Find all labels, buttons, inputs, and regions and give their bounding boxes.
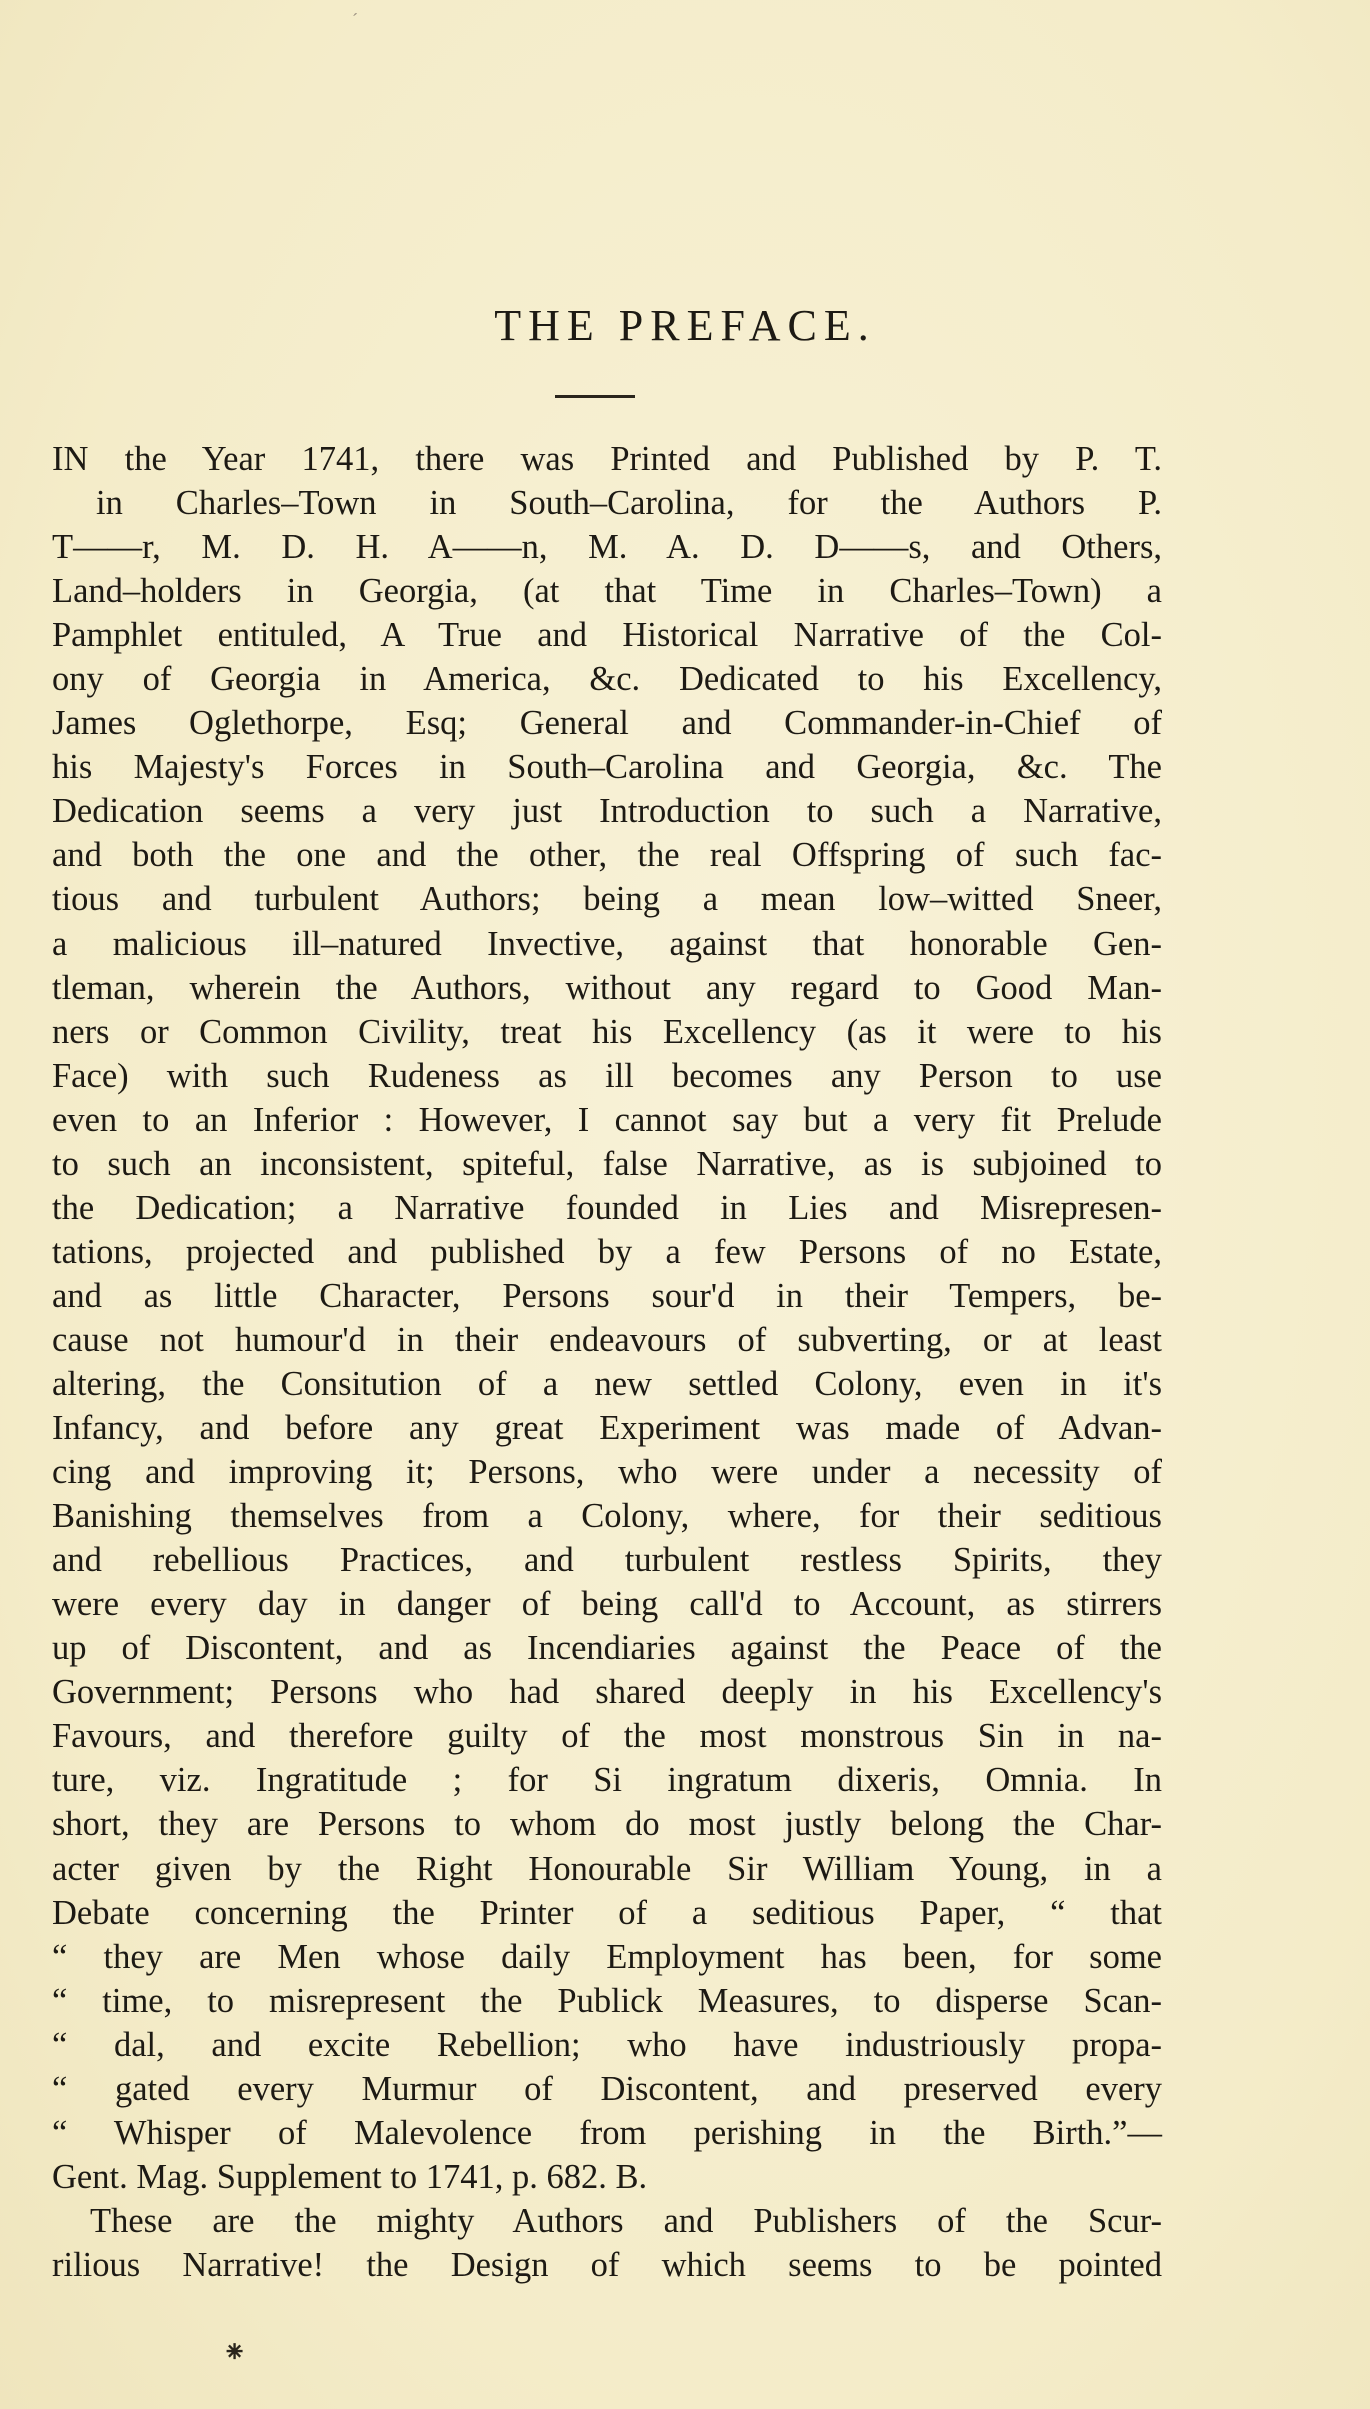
- text-line: his Majesty's Forces in South–Carolina and Georgia, &c. The: [52, 748, 1162, 787]
- title-rule: [555, 395, 635, 398]
- text-line: were every day in danger of being call'd to Account, as stirrers: [52, 1585, 1162, 1624]
- text-line: Face) with such Rudeness as ill becomes any Person to use: [52, 1056, 1162, 1095]
- text-line: Banishing themselves from a Colony, where, for their seditious: [52, 1497, 1162, 1536]
- text-line: ture, viz. Ingratitude ; for Si ingratum dixeris, Omnia. In: [52, 1761, 1162, 1800]
- text-line: up of Discontent, and as Incendiaries against the Peace of the: [52, 1629, 1162, 1668]
- text-line: rilious Narrative! the Design of which seems to be pointed: [52, 2245, 1162, 2284]
- text-line: “ time, to misrepresent the Publick Measures, to disperse Scan-: [52, 1981, 1162, 2020]
- text-line: ners or Common Civility, treat his Excellency (as it were to his: [52, 1012, 1162, 1051]
- text-line: even to an Inferior : However, I cannot say but a very fit Prelude: [52, 1100, 1162, 1139]
- text-line: short, they are Persons to whom do most justly belong the Char-: [52, 1805, 1162, 1844]
- text-line: “ gated every Murmur of Discontent, and preserved every: [52, 2069, 1162, 2108]
- text-line: “ dal, and excite Rebellion; who have industriously propa-: [52, 2025, 1162, 2064]
- text-line: Debate concerning the Printer of a seditious Paper, “ that: [52, 1893, 1162, 1932]
- text-line: IN the Year 1741, there was Printed and Published by P. T.: [52, 440, 1162, 478]
- text-line: “ Whisper of Malevolence from perishing in the Birth.”—: [52, 2113, 1162, 2152]
- text-line: Dedication seems a very just Introduction to such a Narrative,: [52, 792, 1162, 831]
- text-line: and as little Character, Persons sour'd in their Tempers, be-: [52, 1276, 1162, 1315]
- page-title: THE PREFACE.: [494, 301, 876, 350]
- text-line: cause not humour'd in their endeavours of subverting, or at least: [52, 1320, 1162, 1359]
- text-line: in Charles–Town in South–Carolina, for the Authors P.: [96, 484, 1162, 523]
- text-line: tleman, wherein the Authors, without any regard to Good Man-: [52, 968, 1162, 1007]
- text-line: and both the one and the other, the real Offspring of such fac-: [52, 836, 1162, 875]
- text-line: Gent. Mag. Supplement to 1741, p. 682. B.: [52, 2157, 648, 2196]
- text-line: tious and turbulent Authors; being a mean low–witted Sneer,: [52, 880, 1162, 919]
- page-mark-top: ´: [352, 10, 358, 30]
- text-line: acter given by the Right Honourable Sir William Young, in a: [52, 1849, 1162, 1888]
- text-line: the Dedication; a Narrative founded in Lies and Misrepresen-: [52, 1188, 1162, 1227]
- text-line: James Oglethorpe, Esq; General and Commander-in-Chief of: [52, 704, 1162, 743]
- text-line: Infancy, and before any great Experiment was made of Advan-: [52, 1409, 1162, 1448]
- preface-text: [52, 437, 1162, 2287]
- text-line: T——r, M. D. H. A——n, M. A. D. D——s, and Others,: [52, 528, 1162, 567]
- text-line: cing and improving it; Persons, who were under a necessity of: [52, 1453, 1162, 1492]
- text-line: Land–holders in Georgia, (at that Time in Charles–Town) a: [52, 572, 1162, 611]
- text-line: and rebellious Practices, and turbulent restless Spirits, they: [52, 1541, 1162, 1580]
- page-mark-bottom: ⁕: [222, 2336, 248, 2369]
- text-line: These are the mighty Authors and Publishers of the Scur-: [90, 2201, 1162, 2240]
- text-line: Favours, and therefore guilty of the most monstrous Sin in na-: [52, 1717, 1162, 1756]
- text-line: to such an inconsistent, spiteful, false Narrative, as is subjoined to: [52, 1144, 1162, 1183]
- text-line: tations, projected and published by a few Persons of no Estate,: [52, 1232, 1162, 1271]
- text-line: altering, the Consitution of a new settled Colony, even in it's: [52, 1364, 1162, 1403]
- text-line: ony of Georgia in America, &c. Dedicated to his Excellency,: [52, 660, 1162, 699]
- text-line: a malicious ill–natured Invective, against that honorable Gen-: [52, 924, 1162, 963]
- text-line: Pamphlet entituled, A True and Historical Narrative of the Col-: [52, 616, 1162, 655]
- text-line: Government; Persons who had shared deeply in his Excellency's: [52, 1673, 1162, 1712]
- text-line: “ they are Men whose daily Employment has been, for some: [52, 1937, 1162, 1976]
